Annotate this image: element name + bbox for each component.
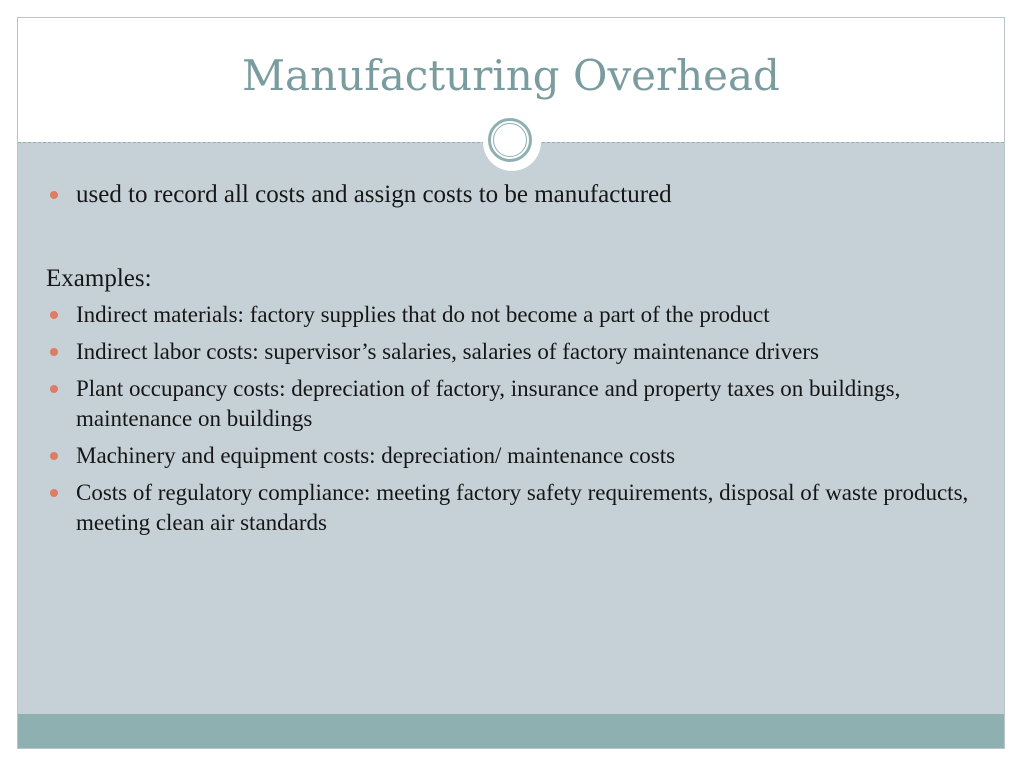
example-item: Costs of regulatory compliance: meeting factory safety requirements, disposal of waste products, meeting clean air standards — [18, 478, 1004, 538]
example-item: Indirect labor costs: supervisor’s salaries, salaries of factory maintenance drivers — [18, 337, 1004, 367]
example-item: Plant occupancy costs: depreciation of factory, insurance and property taxes on buildings, maintenance on buildings — [18, 374, 1004, 434]
slide-title: Manufacturing Overhead — [242, 51, 780, 100]
slide-content — [18, 163, 1004, 545]
intro-list — [18, 179, 1004, 211]
example-item: Indirect materials: factory supplies that do not become a part of the product — [18, 300, 1004, 330]
inner-circle-ornament-icon — [493, 123, 527, 157]
examples-list — [18, 300, 1004, 538]
slide — [17, 17, 1005, 749]
examples-heading: Examples: — [46, 265, 152, 292]
intro-bullet: used to record all costs and assign costs to be manufactured — [18, 179, 1004, 211]
footer-band — [18, 714, 1004, 748]
example-item: Machinery and equipment costs: depreciation/ maintenance costs — [18, 441, 1004, 471]
